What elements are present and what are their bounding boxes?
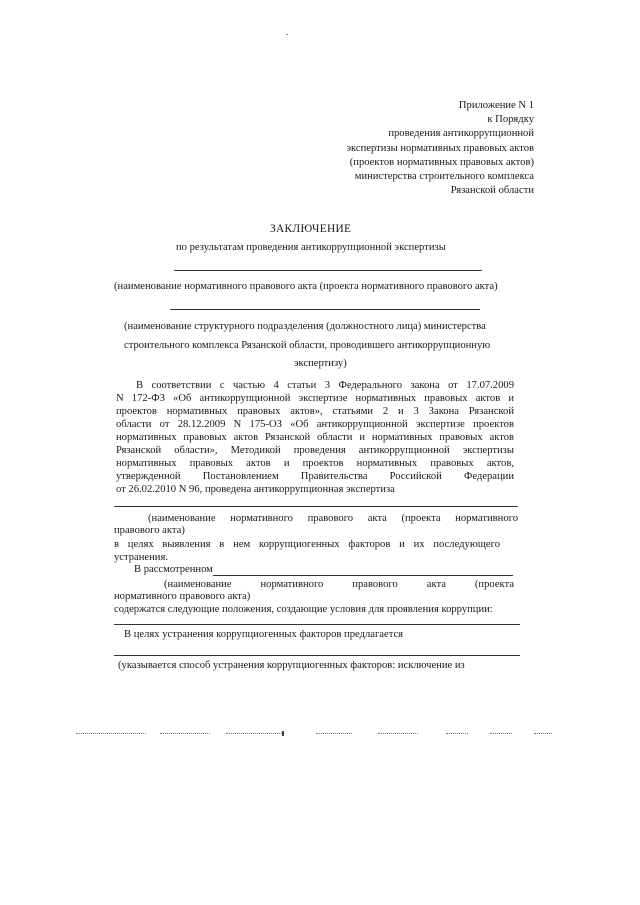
considered-label: В рассмотренном [134, 564, 213, 575]
scan-dotted-line [226, 733, 282, 734]
caption-act: (наименование нормативного правового акта (проекта нормативного правового акта) [114, 281, 498, 292]
body-line: Рязанской области», Методикой проведения антикоррупционной экспертизы [116, 445, 514, 456]
document-title: ЗАКЛЮЧЕНИЕ [270, 223, 352, 235]
caption-act3-line2: нормативного правового акта) [114, 591, 251, 602]
blank-line [170, 309, 480, 310]
method-text: (указывается способ устранения коррупциогенных факторов: исключение из [118, 660, 465, 671]
scan-dotted-line [76, 733, 146, 734]
body-line: В соответствии с частью 4 статьи 3 Федерального закона от 17.07.2009 [136, 380, 514, 391]
purpose-line: в целях выявления в нем коррупциогенных факторов и их последующего [114, 539, 500, 550]
appendix-line: Рязанской области [450, 185, 534, 197]
blank-line [114, 506, 518, 507]
caption-unit-line: строительного комплекса Рязанской области, проводившего антикоррупционную [124, 340, 491, 351]
appendix-line: Приложение N 1 [458, 100, 534, 111]
scan-dotted-line [534, 733, 552, 734]
caption-act2-line1: (наименование нормативного правового акта (проекта нормативного [148, 513, 518, 524]
body-line: проектов нормативных правовых актов», статьями 2 и 3 Закона Рязанской [116, 406, 514, 417]
appendix-line: (проектов нормативных правовых актов) [349, 156, 534, 168]
document-subtitle: по результатам проведения антикоррупционной экспертизы [176, 242, 446, 253]
caption-act2-line2: правового акта) [114, 525, 185, 536]
blank-line [174, 270, 482, 271]
body-line: нормативных правовых актов и проектов нормативных правовых актов, [116, 458, 514, 469]
proposal-text: В целях устранения коррупциогенных факторов предлагается [124, 629, 404, 640]
caption-unit-line: экспертизу) [294, 358, 347, 369]
appendix-line: проведения антикоррупционной [388, 128, 534, 140]
scan-dotted-line [490, 733, 512, 734]
scan-dotted-line [316, 733, 352, 734]
blank-line [114, 655, 520, 656]
appendix-line: экспертизы нормативных правовых актов [346, 142, 534, 154]
body-line: нормативных правовых актов Рязанской области и нормативных правовых актов [116, 432, 514, 443]
body-line: области от 28.12.2009 N 175-ОЗ «Об антикоррупционной экспертизе проектов [116, 419, 514, 430]
scan-mark [282, 731, 284, 736]
blank-line [213, 575, 513, 576]
scan-dotted-line [378, 733, 418, 734]
purpose-line: устранения. [114, 552, 168, 563]
caption-unit-line: (наименование структурного подразделения (должностного лица) министерства [124, 321, 486, 332]
caption-act3-line1: (наименование нормативного правового акта (проекта [164, 579, 514, 590]
body-line: утвержденной Постановлением Правительства Российской Федерации [116, 471, 514, 482]
body-line: N 172-ФЗ «Об антикоррупционной экспертизе нормативных правовых актов и [116, 393, 514, 404]
scan-dotted-line [160, 733, 210, 734]
contains-text: содержатся следующие положения, создающие условия для проявления коррупции: [114, 604, 493, 615]
scan-dotted-line [446, 733, 468, 734]
appendix-line: к Порядку [487, 114, 534, 126]
appendix-block [346, 99, 534, 198]
body-line: от 26.02.2010 N 96, проведена антикоррупционная экспертиза [116, 484, 395, 495]
blank-line [114, 624, 520, 625]
appendix-line: министерства строительного комплекса [354, 171, 534, 183]
body-paragraph [116, 379, 514, 496]
scan-mark [286, 34, 288, 35]
